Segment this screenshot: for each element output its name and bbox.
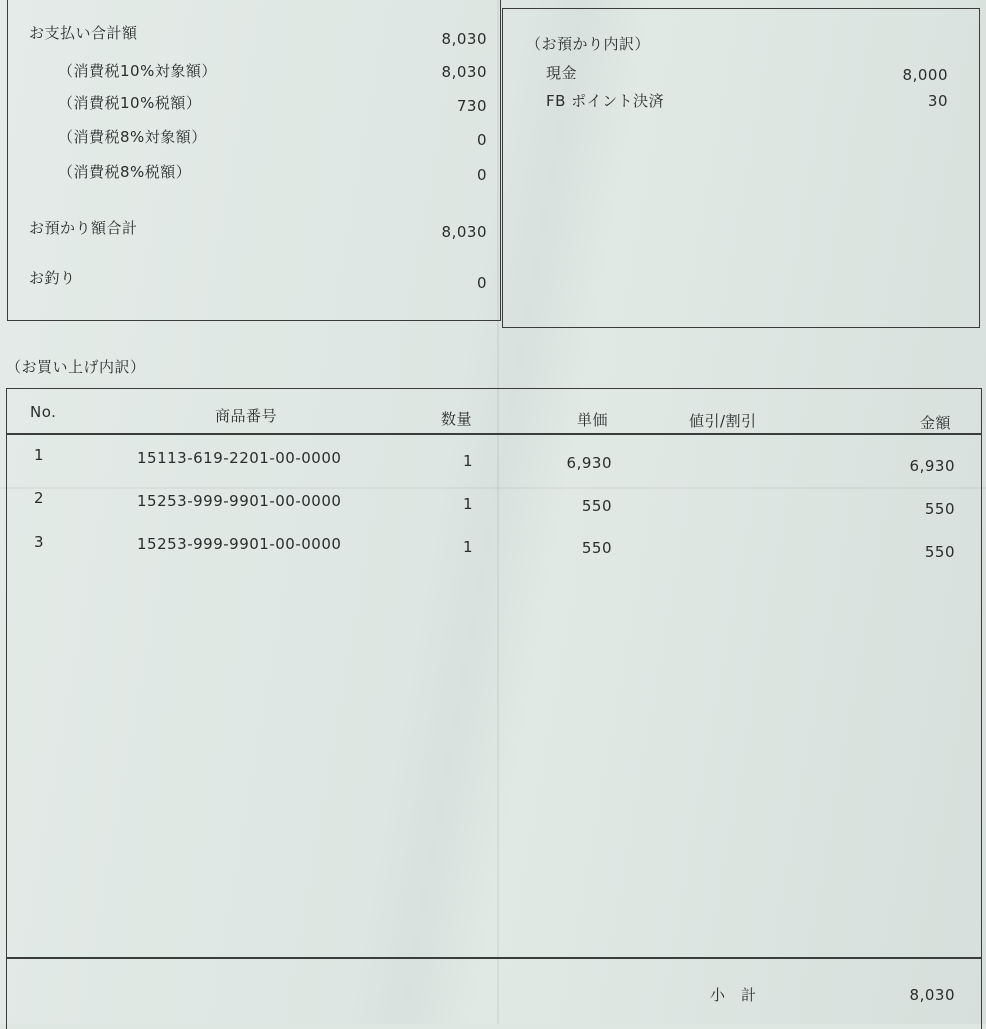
header-amount: 金額 [920,414,952,432]
row-qty: 1 [463,495,474,513]
tax10-base-label: （消費税10%対象額） [58,62,217,80]
deposit-breakdown-title: （お預かり内訳） [526,35,651,53]
header-no: No. [30,403,57,421]
header-unit-price: 単価 [577,411,609,429]
tax8-label: （消費税8%税額） [58,163,192,181]
tax10-label: （消費税10%税額） [58,94,202,112]
header-qty: 数量 [441,410,473,428]
row-no: 1 [34,446,45,464]
row-unit-price: 550 [581,539,612,557]
deposit-item-label: 現金 [546,64,578,82]
row-no: 3 [34,533,45,551]
purchase-breakdown-title: （お買い上げ内訳） [6,358,146,376]
payment-total-label: お支払い合計額 [29,24,138,42]
tax8-base-value: 0 [476,131,487,149]
deposit-item-label: FB ポイント決済 [546,92,665,110]
subtotal-label: 小 計 [710,986,757,1004]
row-amount: 550 [924,500,955,518]
tax8-base-label: （消費税8%対象額） [58,128,207,146]
subtotal-value: 8,030 [909,986,955,1004]
row-unit-price: 6,930 [566,454,612,472]
header-discount: 値引/割引 [689,412,757,430]
tax8-value: 0 [476,166,487,184]
deposit-item-value: 30 [927,92,948,110]
header-divider [6,433,982,435]
purchase-table [6,388,982,1029]
payment-total-value: 8,030 [441,30,487,48]
tax10-base-value: 8,030 [441,63,487,81]
header-product-code: 商品番号 [215,407,278,425]
row-qty: 1 [463,538,474,556]
row-no: 2 [34,489,45,507]
deposit-total-value: 8,030 [441,223,487,241]
row-amount: 6,930 [909,457,955,475]
row-product-code: 15253-999-9901-00-0000 [137,492,342,510]
row-unit-price: 550 [581,497,612,515]
subtotal-divider [6,957,982,959]
deposit-breakdown-box [502,8,980,328]
change-label: お釣り [29,269,76,287]
change-value: 0 [476,274,487,292]
row-qty: 1 [463,452,474,470]
deposit-total-label: お預かり額合計 [29,219,138,237]
row-product-code: 15113-619-2201-00-0000 [137,449,342,467]
row-product-code: 15253-999-9901-00-0000 [137,535,342,553]
tax10-value: 730 [456,97,487,115]
row-amount: 550 [924,543,955,561]
deposit-item-value: 8,000 [902,66,948,84]
